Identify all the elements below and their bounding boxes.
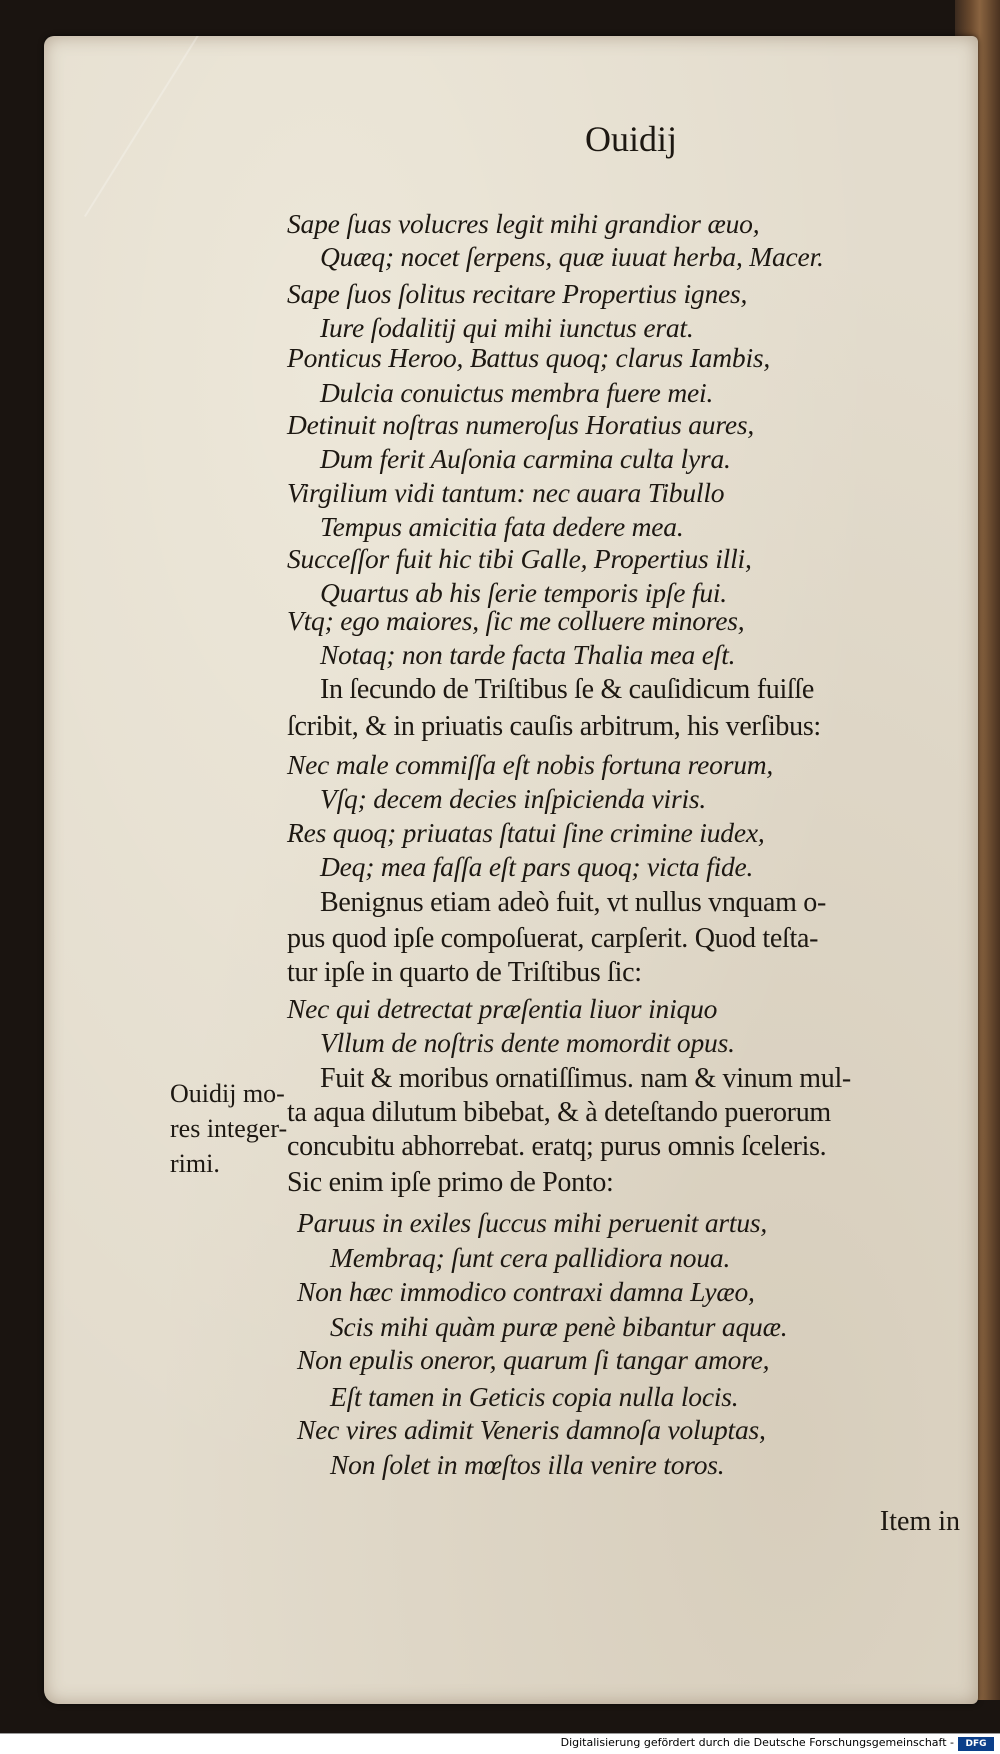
verse-line: Virgilium vidi tantum: nec auara Tibullo [287,477,725,508]
verse-line: Quæq; nocet ſerpens, quæ iuuat herba, Macer. [320,241,824,272]
verse-line: Sape ſuos ſolitus recitare Propertius ignes, [287,278,748,309]
verse-line: Vſq; decem decies inſpicienda viris. [320,783,707,814]
verse-line: Dulcia conuictus membra fuere mei. [320,377,714,408]
verse-line: Iure ſodalitij qui mihi iunctus erat. [320,312,694,343]
prose-line: Fuit & moribus ornatiſſimus. nam & vinum mul- [320,1063,851,1094]
book-page [44,36,978,1704]
footer-credit: Digitalisierung gefördert durch die Deutsche Forschungsgemeinschaft - [560,1736,954,1749]
verse-line: Nec male commiſſa eſt nobis fortuna reorum, [287,749,774,780]
verse-line: Vllum de noſtris dente momordit opus. [320,1027,735,1058]
verse-line: Deq; mea faſſa eſt pars quoq; victa fide. [320,851,754,882]
verse-line: Tempus amicitia fata dedere mea. [320,511,684,542]
margin-note-line: Ouidij mo- [170,1079,285,1108]
verse-line: Ponticus Heroo, Battus quoq; clarus Iambis, [287,342,771,373]
running-header: Ouidij [584,119,677,159]
verse-line: Detinuit noſtras numeroſus Horatius aures, [287,409,755,440]
catchword: Item in [879,1506,960,1537]
prose-line: Benignus etiam adeò fuit, vt nullus vnquam o- [320,887,826,918]
verse-line: Non epulis oneror, quarum ſi tangar amore, [297,1344,770,1375]
verse-line: Res quoq; priuatas ſtatui ſine crimine iudex, [287,817,765,848]
margin-note [170,1076,330,1181]
verse-line: Sape ſuas volucres legit mihi grandior æuo, [287,208,760,239]
verse-line: Non ſolet in mœſtos illa venire toros. [330,1449,725,1480]
verse-line: Nec qui detrectat præſentia liuor iniquo [287,993,718,1024]
dfg-logo-icon: DFG [958,1737,994,1751]
verse-line: Notaq; non tarde facta Thalia mea eſt. [320,639,736,670]
verse-line: Paruus in exiles ſuccus mihi peruenit artus, [297,1207,768,1238]
prose-line: pus quod ipſe compoſuerat, carpſerit. Quod teſta- [287,923,819,954]
verse-line: Dum ferit Auſonia carmina culta lyra. [320,443,731,474]
verse-line: Membraq; ſunt cera pallidiora noua. [330,1242,731,1273]
verse-line: Succeſſor fuit hic tibi Galle, Propertius illi, [287,543,752,574]
digitization-footer [0,1733,1000,1754]
verse-line: Quartus ab his ſerie temporis ipſe fui. [320,577,727,608]
verse-line: Non hæc immodico contraxi damna Lyæo, [297,1276,755,1307]
prose-line: Sic enim ipſe primo de Ponto: [287,1167,614,1198]
prose-line: ſcribit, & in priuatis cauſis arbitrum, his verſibus: [287,711,821,742]
margin-note-line: rimi. [170,1149,220,1178]
verse-line: Scis mihi quàm puræ penè bibantur aquæ. [330,1311,788,1342]
prose-line: tur ipſe in quarto de Triſtibus ſic: [287,957,642,988]
margin-note-line: res integer- [170,1114,288,1143]
prose-line: ta aqua dilutum bibebat, & à deteſtando puerorum [287,1097,831,1128]
verse-line: Eſt tamen in Geticis copia nulla locis. [330,1381,739,1412]
verse-line: Vtq; ego maiores, ſic me colluere minores, [287,605,745,636]
verse-line: Nec vires adimit Veneris damnoſa voluptas, [297,1414,766,1445]
prose-line: In ſecundo de Triſtibus ſe & cauſidicum fuiſſe [320,674,815,705]
prose-line: concubitu abhorrebat. eratq; purus omnis ſceleris. [287,1131,827,1162]
